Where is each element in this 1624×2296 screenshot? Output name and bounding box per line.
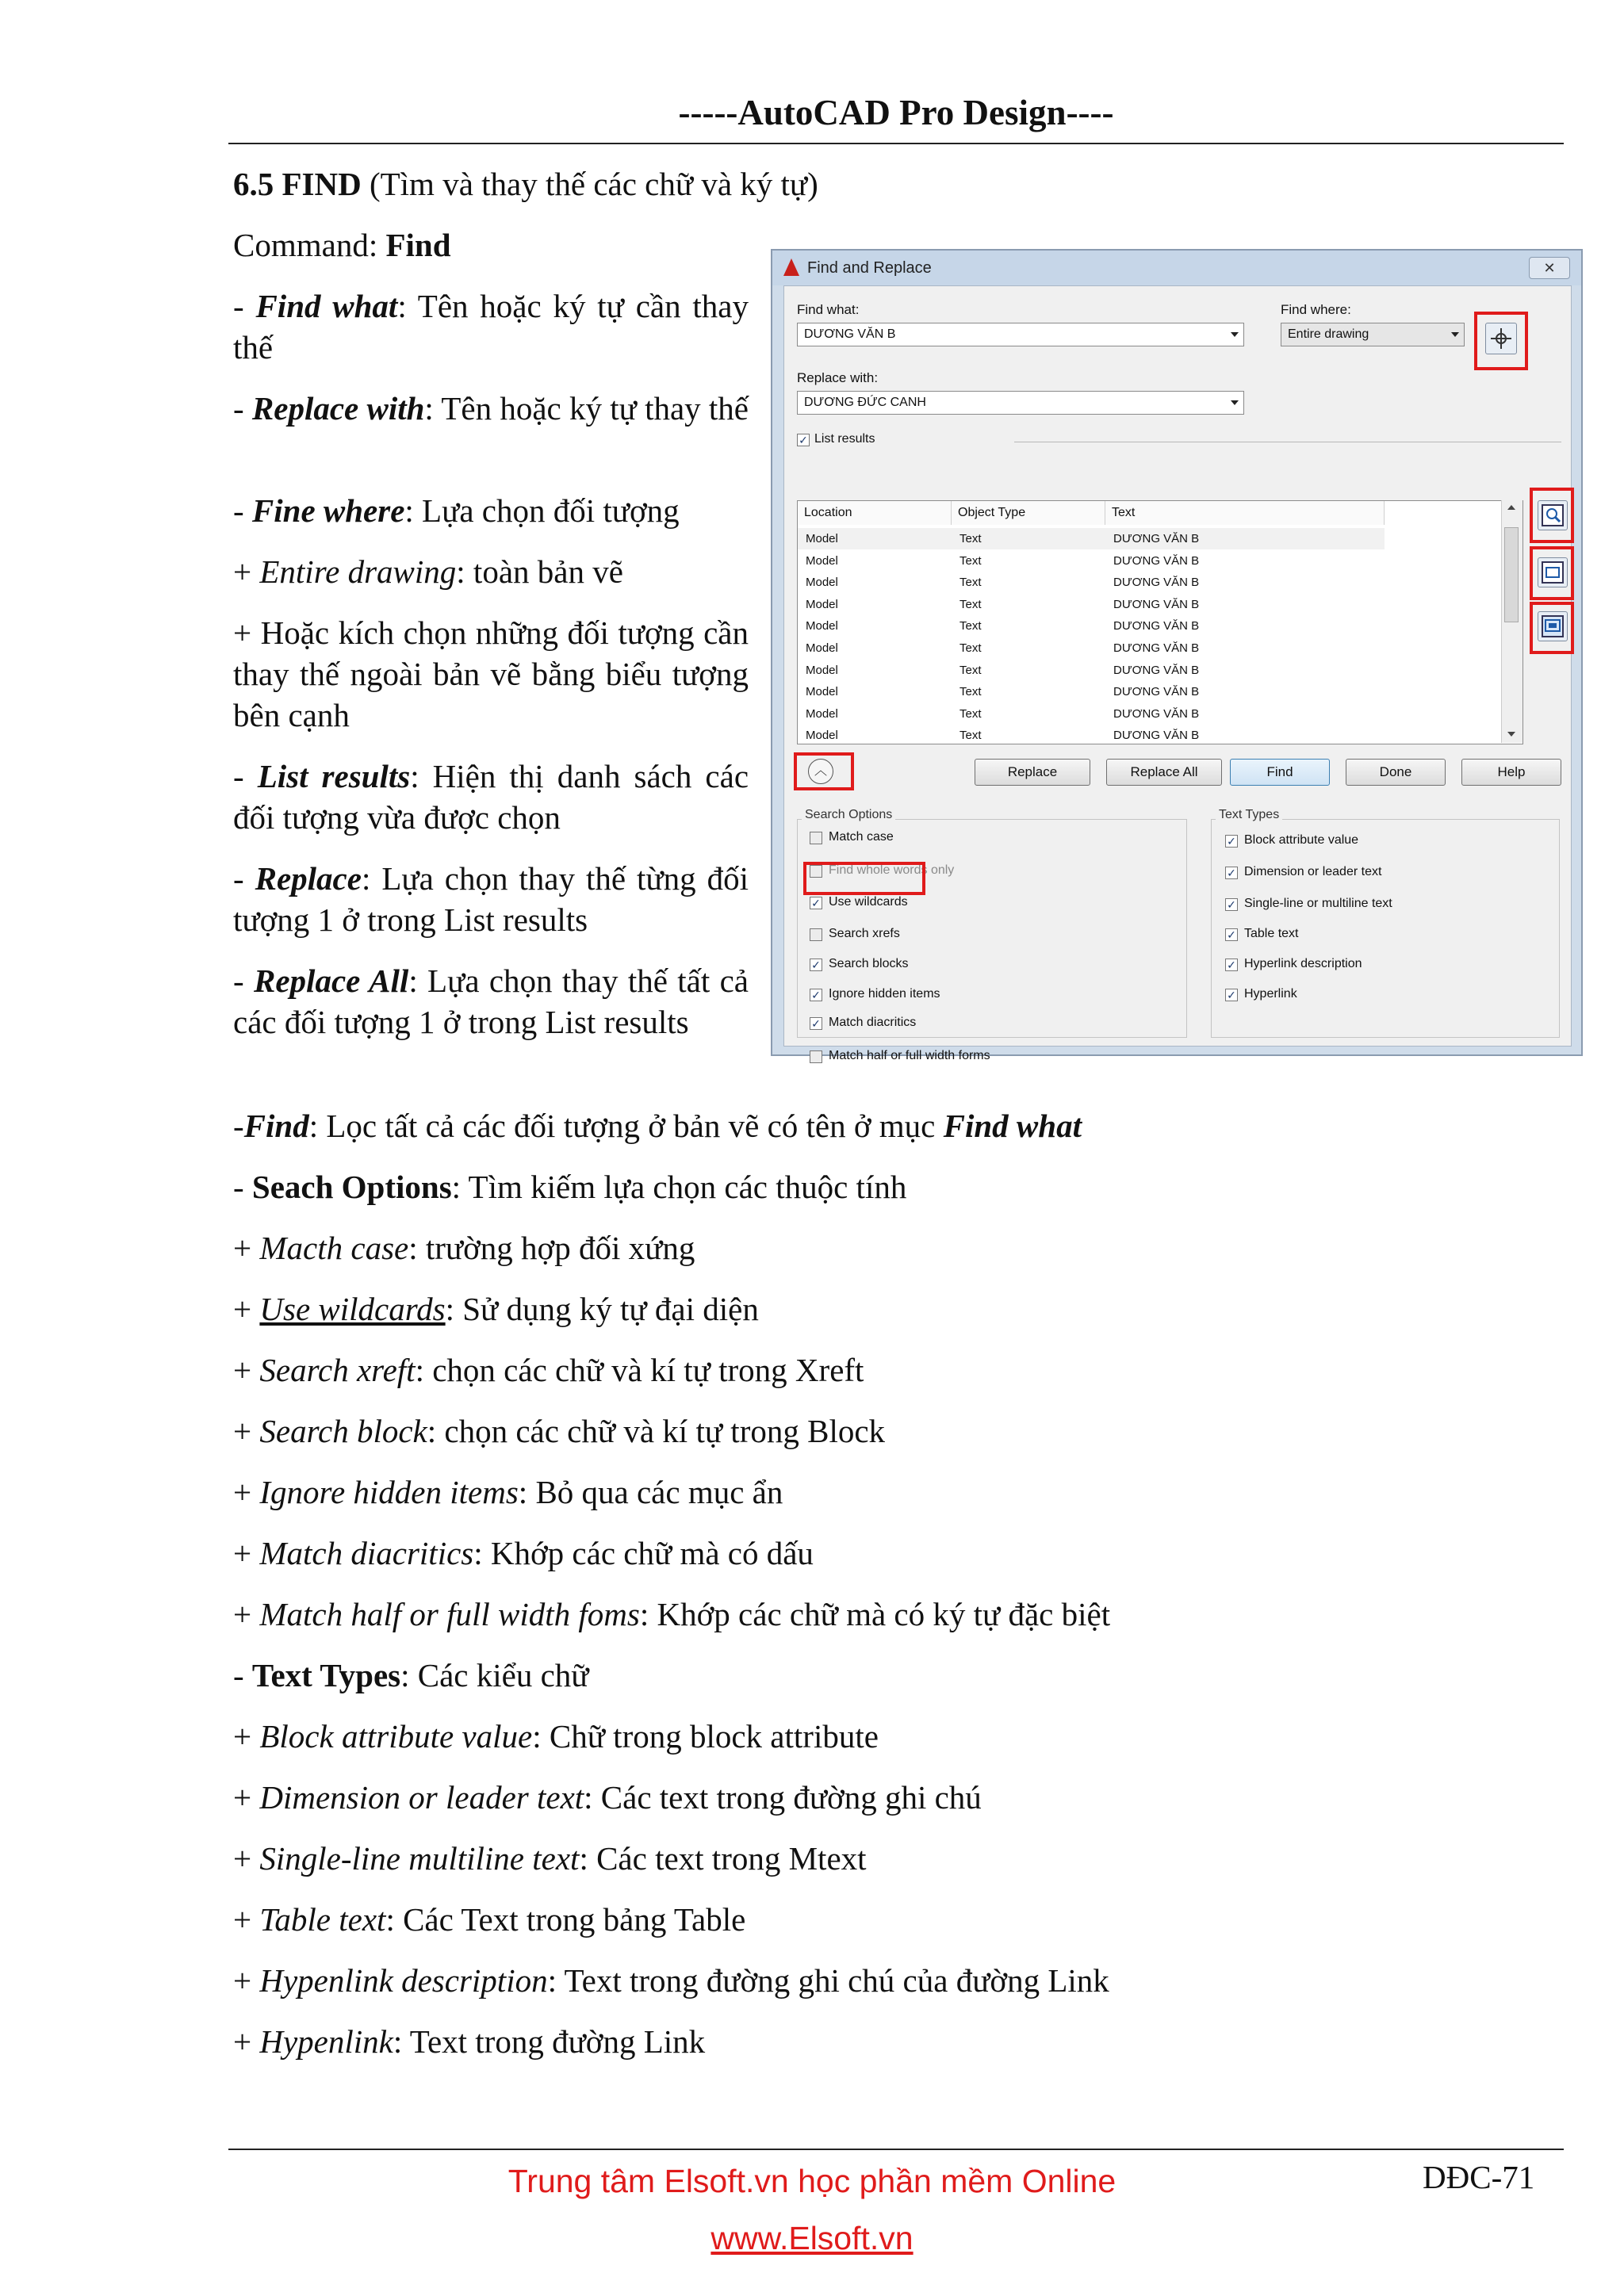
results-scrollbar[interactable] <box>1501 500 1522 743</box>
dialog-body <box>783 285 1572 1062</box>
line-match-half: + Match half or full width foms: Khớp các chữ mà có ký tự đặc biệt <box>233 1596 1111 1632</box>
line-ignore-hidden: + Ignore hidden items: Bỏ qua các mục ẩn <box>233 1474 783 1510</box>
table-cell: Model <box>806 619 838 633</box>
table-row[interactable] <box>798 528 1385 549</box>
section-title <box>233 163 818 205</box>
table-cell: Text <box>959 641 982 655</box>
chevron-down-icon <box>1231 400 1239 405</box>
create-selection-set-all-button[interactable] <box>1538 611 1568 641</box>
table-cell: DƯƠNG VĂN B <box>1113 685 1200 699</box>
search-option-label: Match half or full width forms <box>829 1049 990 1062</box>
para-hoac: + Hoặc kích chọn những đối tượng cần thay thế ngoài bản vẽ bằng biểu tượng bên cạnh <box>233 614 749 733</box>
footer-rule <box>228 2149 1564 2150</box>
column-header-object-type[interactable]: Object Type <box>952 501 1105 525</box>
table-cell: DƯƠNG VĂN B <box>1113 706 1200 721</box>
table-cell: Text <box>959 729 982 743</box>
table-row[interactable] <box>798 660 1385 681</box>
table-cell: Model <box>806 553 838 568</box>
table-row[interactable] <box>798 594 1385 615</box>
section-subtitle: (Tìm và thay thế các chữ và ký tự) <box>361 166 818 202</box>
selection-set-all-icon <box>1538 612 1567 641</box>
text-type-label: Dimension or leader text <box>1244 865 1382 878</box>
zoom-icon <box>1538 501 1567 530</box>
search-option-label: Search blocks <box>829 957 909 970</box>
done-button[interactable]: Done <box>1346 759 1446 786</box>
find-where-select[interactable]: Entire drawing <box>1281 323 1465 346</box>
para-list-results: - List results: Hiện thị danh sách các đối tượng vừa được chọn <box>233 758 749 836</box>
scroll-thumb[interactable] <box>1504 527 1519 622</box>
table-cell: DƯƠNG VĂN B <box>1113 532 1200 545</box>
column-header-location[interactable]: Location <box>798 501 952 525</box>
line-block-attr: + Block attribute value: Chữ trong block attribute <box>233 1718 879 1755</box>
table-cell: DƯƠNG VĂN B <box>1113 553 1200 568</box>
selection-set-icon <box>1538 558 1567 587</box>
replace-with-combo[interactable]: DƯƠNG ĐỨC CANH <box>797 391 1244 415</box>
scroll-down-icon <box>1507 732 1515 737</box>
text-type-label: Hyperlink <box>1244 987 1297 1001</box>
line-use-wildcards: + Use wildcards: Sử dụng ký tự đại diện <box>233 1291 759 1327</box>
table-row[interactable] <box>798 703 1385 725</box>
dialog-title: Find and Replace <box>807 259 932 277</box>
table-row[interactable] <box>798 572 1385 593</box>
crosshair-icon <box>1486 323 1516 354</box>
chevron-down-icon <box>1231 332 1239 337</box>
para-fine-where: - Fine where: Lựa chọn đối tượng <box>233 492 680 529</box>
search-option-checkbox[interactable] <box>810 897 822 909</box>
chevron-up-icon: ︿ <box>814 764 827 778</box>
table-cell: Text <box>959 685 982 699</box>
line-hyperlink-desc: + Hypenlink description: Text trong đường ghi chú của đường Link <box>233 1962 1109 1999</box>
table-cell: Model <box>806 576 838 590</box>
search-option-checkbox[interactable] <box>810 832 822 844</box>
find-button[interactable]: Find <box>1230 759 1330 786</box>
close-button[interactable]: ✕ <box>1529 257 1570 279</box>
table-cell: DƯƠNG VĂN B <box>1113 619 1200 633</box>
table-cell: Text <box>959 597 982 611</box>
text-type-label: Hyperlink description <box>1244 957 1362 970</box>
text-type-checkbox[interactable] <box>1225 867 1238 879</box>
footer-link-wrap <box>0 2220 1624 2257</box>
table-cell: Model <box>806 597 838 611</box>
scroll-up-icon <box>1507 505 1515 510</box>
line-seach-options: - Seach Options: Tìm kiếm lựa chọn các thuộc tính <box>233 1169 907 1205</box>
command-line: Command: Find <box>233 227 451 263</box>
search-options-title: Search Options <box>802 808 895 822</box>
header-rule <box>228 143 1564 144</box>
line-hyperlink: + Hypenlink: Text trong đường Link <box>233 2023 706 2060</box>
search-option-label: Use wildcards <box>829 895 908 909</box>
create-selection-set-highlighted-button[interactable] <box>1538 557 1568 587</box>
find-where-label: Find where: <box>1281 302 1351 317</box>
find-what-label: Find what: <box>797 302 860 317</box>
command-value: Find <box>385 227 451 263</box>
find-replace-dialog <box>771 249 1583 1062</box>
footer-text: Trung tâm Elsoft.vn học phần mềm Online <box>508 2163 1116 2199</box>
table-cell: Text <box>959 576 982 590</box>
table-cell: DƯƠNG VĂN B <box>1113 641 1200 655</box>
para-replace-all: - Replace All: Lựa chọn thay thế tất cả các đối tượng 1 ở trong List results <box>233 962 749 1040</box>
results-table[interactable] <box>797 500 1523 744</box>
table-cell: Text <box>959 663 982 677</box>
list-results-label: List results <box>814 432 875 446</box>
line-table-text: + Table text: Các Text trong bảng Table <box>233 1901 746 1938</box>
text-type-checkbox[interactable] <box>1225 989 1238 1001</box>
table-row[interactable] <box>798 637 1385 659</box>
highlight-use-wildcards <box>803 862 925 895</box>
table-cell: DƯƠNG VĂN B <box>1113 576 1200 590</box>
table-cell: Text <box>959 706 982 721</box>
column-header-text[interactable]: Text <box>1105 501 1385 525</box>
line-text-types: - Text Types: Các kiểu chữ <box>233 1657 589 1693</box>
page-header: -----AutoCAD Pro Design---- <box>678 93 1114 132</box>
line-search-xreft: + Search xreft: chọn các chữ và kí tự trong Xreft <box>233 1352 864 1388</box>
replace-all-button[interactable]: Replace All <box>1106 759 1222 786</box>
search-option-checkbox[interactable] <box>810 1050 822 1063</box>
para-replace: - Replace: Lựa chọn thay thế từng đối tượng 1 ở trong List results <box>233 860 749 938</box>
text-type-checkbox[interactable] <box>1225 928 1238 941</box>
text-type-label: Single-line or multiline text <box>1244 897 1392 910</box>
table-row[interactable] <box>798 550 1385 572</box>
table-row[interactable] <box>798 615 1385 637</box>
help-button[interactable]: Help <box>1461 759 1561 786</box>
table-cell: DƯƠNG VĂN B <box>1113 729 1200 743</box>
para-find-what: - Find what: Tên hoặc ký tự cần thay thế <box>233 288 749 365</box>
search-option-checkbox[interactable] <box>810 928 822 941</box>
table-cell: DƯƠNG VĂN B <box>1113 597 1200 611</box>
table-cell: Model <box>806 641 838 655</box>
table-cell: DƯƠNG VĂN B <box>1113 663 1200 677</box>
text-type-label: Table text <box>1244 927 1299 940</box>
line-search-block: + Search block: chọn các chữ và kí tự trong Block <box>233 1413 886 1449</box>
dialog-titlebar <box>772 251 1581 285</box>
search-option-label: Match case <box>829 830 894 844</box>
table-cell: Text <box>959 553 982 568</box>
line-match-diacritics: + Match diacritics: Khớp các chữ mà có dấu <box>233 1535 814 1571</box>
line-macth-case: + Macth case: trường hợp đối xứng <box>233 1230 695 1266</box>
text-type-checkbox[interactable] <box>1225 959 1238 971</box>
find-what-combo[interactable]: DƯƠNG VĂN B <box>797 323 1244 346</box>
search-option-checkbox[interactable] <box>810 989 822 1001</box>
search-option-label: Find whole words only <box>829 863 955 877</box>
text-type-checkbox[interactable] <box>1225 898 1238 911</box>
table-cell: Model <box>806 706 838 721</box>
table-cell: Model <box>806 663 838 677</box>
footer-link[interactable]: www.Elsoft.vn <box>710 2220 914 2256</box>
line-find: -Find: Lọc tất cả các đối tượng ở bản vẽ có tên ở mục Find what <box>233 1108 1082 1144</box>
zoom-to-highlighted-button[interactable] <box>1538 500 1568 530</box>
table-cell: Model <box>806 685 838 699</box>
para-entire-drawing: + Entire drawing: toàn bản vẽ <box>233 553 623 590</box>
text-type-label: Block attribute value <box>1244 833 1359 847</box>
line-single-line: + Single-line multiline text: Các text trong Mtext <box>233 1840 867 1877</box>
search-option-checkbox[interactable] <box>810 959 822 971</box>
chevron-down-icon <box>1451 332 1459 337</box>
table-row[interactable] <box>798 681 1385 702</box>
line-dimension: + Dimension or leader text: Các text trong đường ghi chú <box>233 1779 982 1816</box>
search-option-label: Match diacritics <box>829 1016 917 1029</box>
search-option-label: Search xrefs <box>829 927 900 940</box>
replace-with-label: Replace with: <box>797 370 879 385</box>
page-number: DĐC-71 <box>1423 2159 1535 2195</box>
para-replace-with: - Replace with: Tên hoặc ký tự thay thế <box>233 390 749 427</box>
autocad-logo-icon <box>783 258 799 276</box>
text-type-checkbox[interactable] <box>1225 835 1238 848</box>
select-objects-button[interactable] <box>1485 323 1517 354</box>
table-row[interactable] <box>798 725 1385 744</box>
table-cell: Text <box>959 619 982 633</box>
table-cell: Model <box>806 532 838 545</box>
text-types-title: Text Types <box>1216 808 1282 822</box>
list-results-checkbox[interactable] <box>797 434 810 446</box>
table-cell: Text <box>959 532 982 545</box>
search-option-checkbox[interactable] <box>810 1017 822 1030</box>
collapse-options-button[interactable] <box>808 759 833 784</box>
replace-button[interactable]: Replace <box>975 759 1090 786</box>
section-number: 6.5 FIND <box>233 166 362 202</box>
table-cell: Model <box>806 729 838 743</box>
search-option-label: Ignore hidden items <box>829 987 940 1001</box>
